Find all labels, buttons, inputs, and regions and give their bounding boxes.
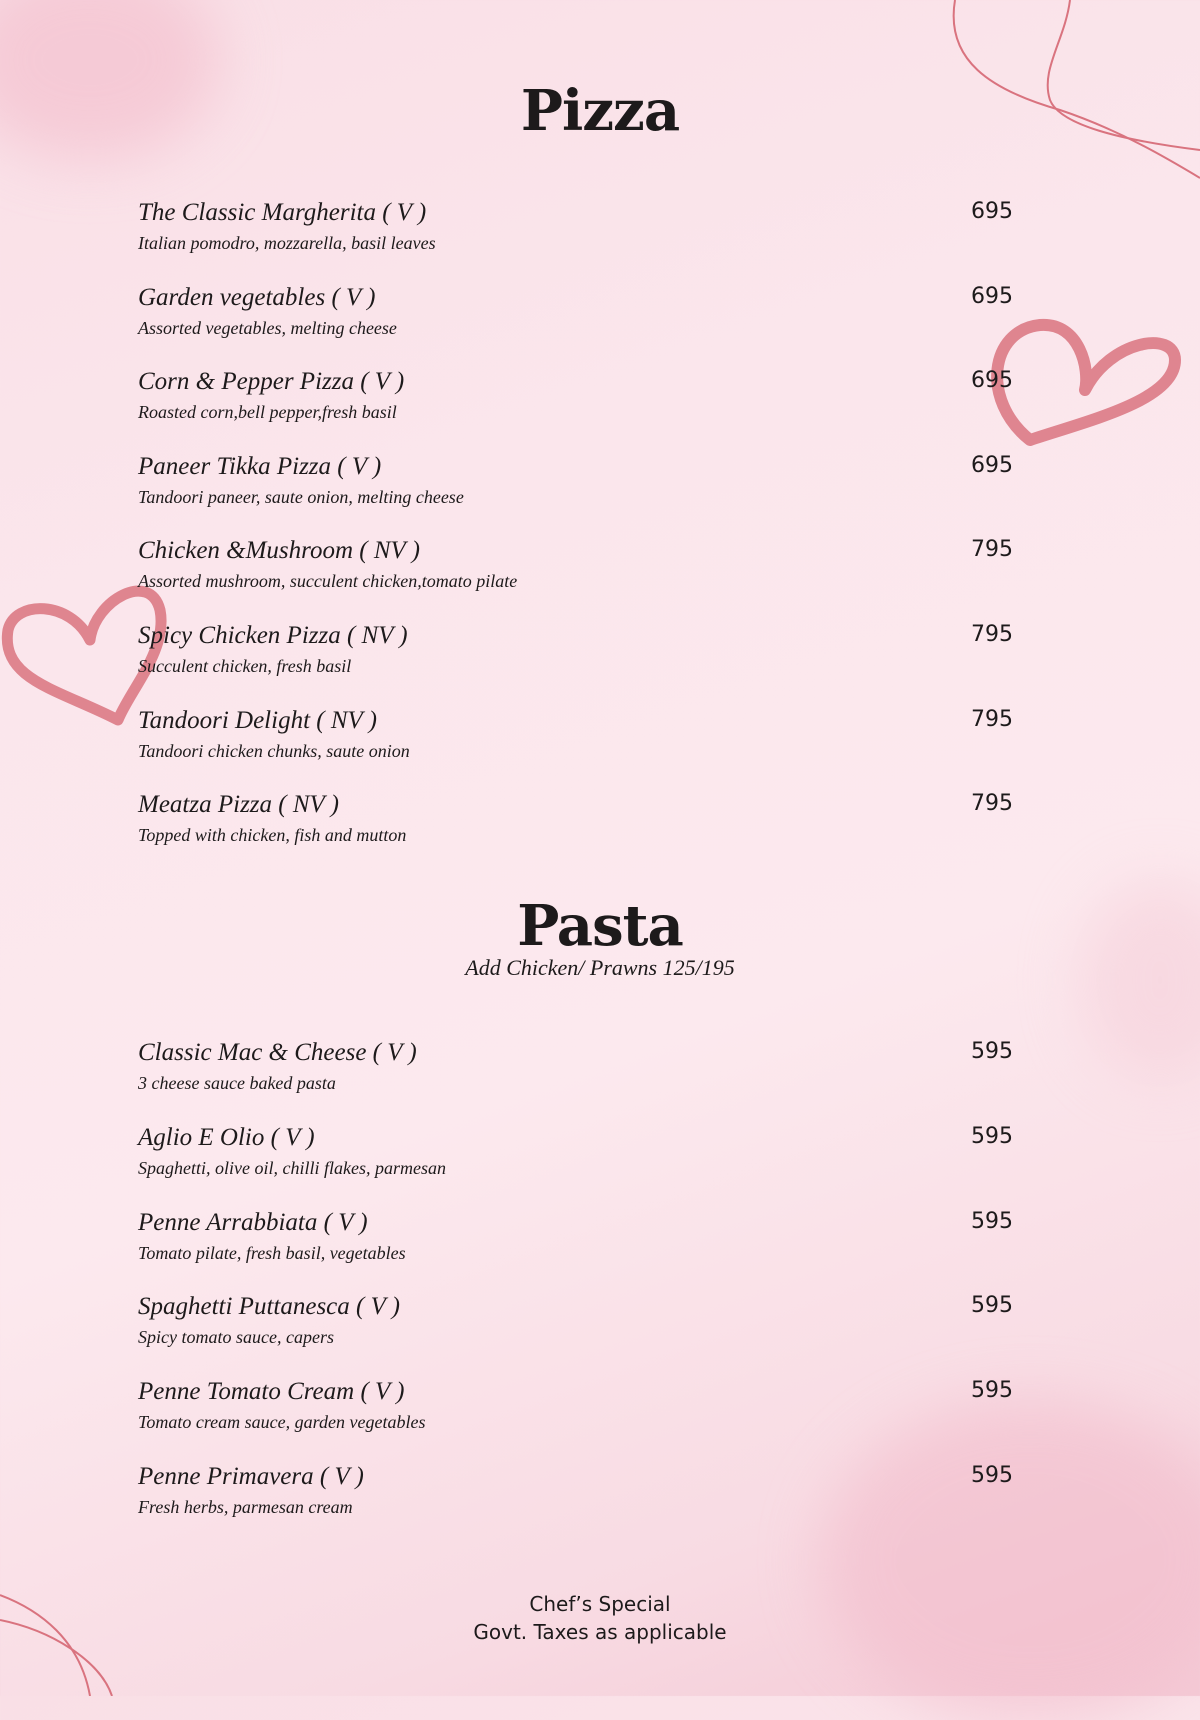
menu-item bbox=[138, 622, 1018, 692]
menu-item bbox=[138, 1209, 1018, 1279]
menu-item-price: 695 bbox=[971, 368, 1013, 394]
menu-item-name: Classic Mac & Cheese ( V ) bbox=[138, 1039, 417, 1066]
menu-item-price: 795 bbox=[971, 622, 1013, 647]
menu-item-price: 595 bbox=[971, 1293, 1013, 1319]
chefs-special-note: Chef’s Special bbox=[529, 1592, 671, 1616]
menu-item-price: 595 bbox=[971, 1208, 1013, 1234]
menu-item-description: Spaghetti, olive oil, chilli flakes, parmesan bbox=[138, 1157, 446, 1178]
menu-item-price: 695 bbox=[971, 199, 1013, 224]
menu-item bbox=[138, 707, 1018, 777]
menu-item-price: 795 bbox=[971, 537, 1013, 563]
menu-item bbox=[138, 284, 1018, 354]
menu-item-name: Penne Primavera ( V ) bbox=[138, 1463, 364, 1490]
menu-item bbox=[138, 537, 1018, 607]
section-title-pizza: Pizza bbox=[520, 78, 680, 144]
menu-item-description: Succulent chicken, fresh basil bbox=[138, 656, 352, 676]
menu-item-name: Paneer Tikka Pizza ( V ) bbox=[138, 452, 382, 480]
menu-item-description: Spicy tomato sauce, capers bbox=[138, 1327, 334, 1348]
menu-item-name: Penne Tomato Cream ( V ) bbox=[138, 1378, 405, 1406]
menu-item-name: Chicken &Mushroom ( NV ) bbox=[138, 537, 420, 565]
menu-item-description: Tandoori chicken chunks, saute onion bbox=[138, 740, 410, 761]
menu-item bbox=[138, 1124, 1018, 1194]
menu-item-name: Aglio E Olio ( V ) bbox=[138, 1123, 315, 1151]
menu-item bbox=[138, 1463, 1018, 1533]
menu-item-price: 795 bbox=[971, 706, 1013, 732]
menu-item bbox=[138, 791, 1018, 861]
menu-item-description: Tomato pilate, fresh basil, vegetables bbox=[138, 1242, 406, 1263]
menu-item-price: 595 bbox=[971, 1378, 1013, 1404]
menu-item bbox=[138, 368, 1018, 438]
menu-item-name: The Classic Margherita ( V ) bbox=[138, 199, 427, 226]
menu-item-name: Spicy Chicken Pizza ( NV ) bbox=[138, 622, 408, 649]
menu-item-description: Assorted vegetables, melting cheese bbox=[138, 317, 397, 338]
menu-item bbox=[138, 1378, 1018, 1448]
menu-item-price: 595 bbox=[971, 1123, 1013, 1149]
menu-item-name: Tandoori Delight ( NV ) bbox=[138, 706, 377, 734]
pasta-addon-note: Add Chicken/ Prawns 125/195 bbox=[465, 955, 735, 980]
menu-item-description: Fresh herbs, parmesan cream bbox=[138, 1497, 353, 1517]
menu-item-description: Tandoori paneer, saute onion, melting cheese bbox=[138, 486, 464, 507]
menu-item-price: 595 bbox=[971, 1039, 1013, 1064]
footer bbox=[0, 1590, 1200, 1646]
menu-item bbox=[138, 1039, 1018, 1109]
menu-item-description: Tomato cream sauce, garden vegetables bbox=[138, 1412, 426, 1433]
menu-item-description: Assorted mushroom, succulent chicken,tomato pilate bbox=[138, 571, 518, 592]
menu-item-price: 695 bbox=[971, 452, 1013, 478]
menu-item-price: 595 bbox=[971, 1463, 1013, 1488]
menu-item-description: Italian pomodro, mozzarella, basil leaves bbox=[138, 233, 436, 253]
taxes-note: Govt. Taxes as applicable bbox=[473, 1620, 727, 1644]
heart-icon-right bbox=[997, 325, 1175, 440]
menu-item-name: Spaghetti Puttanesca ( V ) bbox=[138, 1293, 400, 1321]
menu-item-price: 695 bbox=[971, 283, 1013, 309]
menu-item-name: Penne Arrabbiata ( V ) bbox=[138, 1208, 368, 1236]
menu-item bbox=[138, 199, 1018, 269]
menu-item-price: 795 bbox=[971, 791, 1013, 817]
section-title-pasta: Pasta bbox=[517, 893, 683, 959]
menu-item-name: Corn & Pepper Pizza ( V ) bbox=[138, 368, 405, 396]
menu-item bbox=[138, 1293, 1018, 1363]
menu-item-description: 3 cheese sauce baked pasta bbox=[138, 1073, 336, 1093]
menu-item-description: Topped with chicken, fish and mutton bbox=[138, 825, 407, 846]
menu-item bbox=[138, 453, 1018, 523]
menu-item-description: Roasted corn,bell pepper,fresh basil bbox=[138, 402, 397, 423]
menu-item-name: Meatza Pizza ( NV ) bbox=[138, 791, 339, 819]
menu-item-name: Garden vegetables ( V ) bbox=[138, 283, 376, 311]
